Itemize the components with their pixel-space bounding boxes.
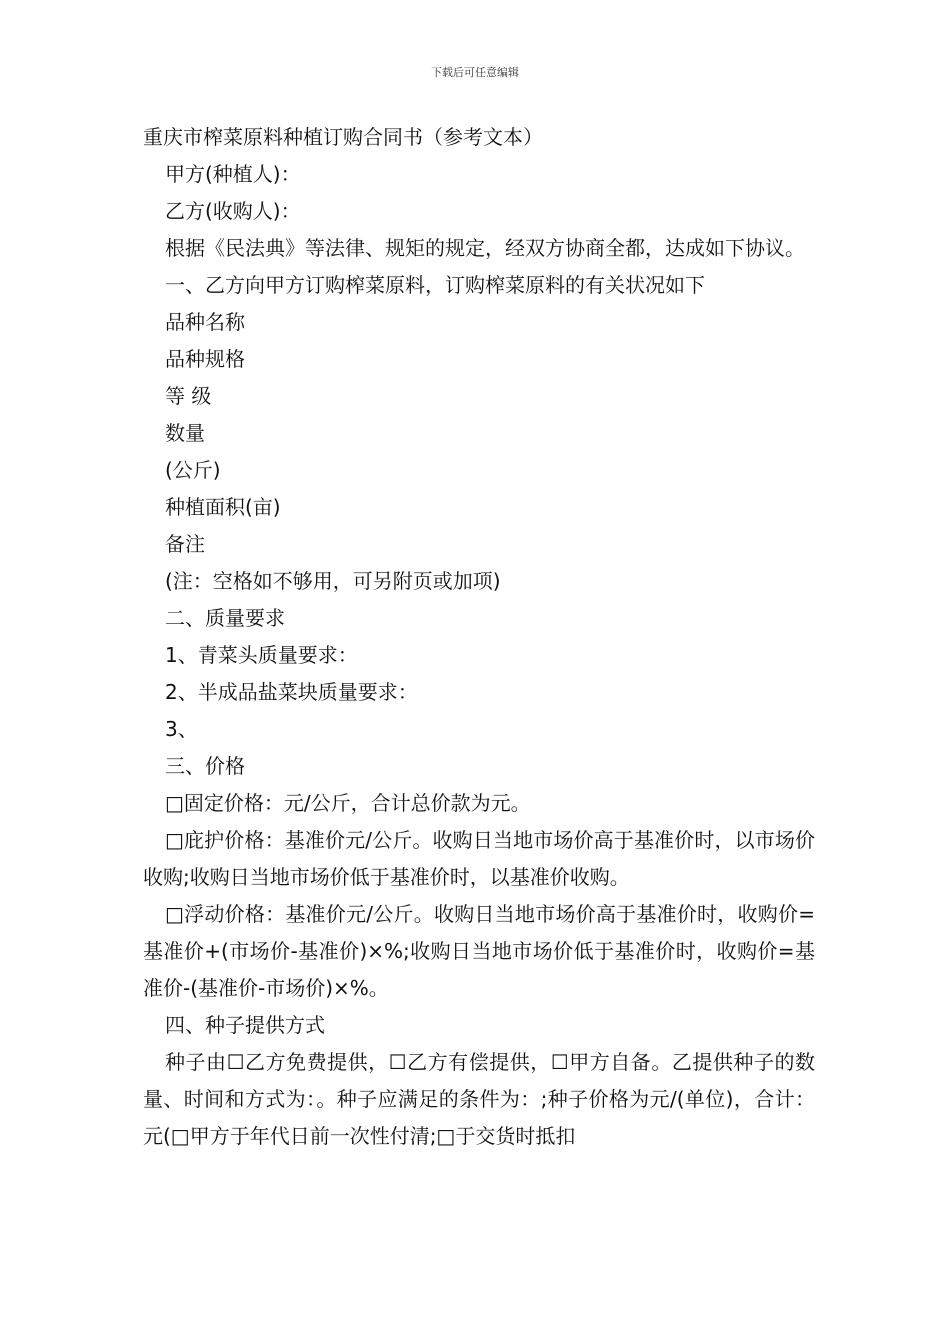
item-variety-spec: 品种规格 <box>165 347 245 371</box>
item-remarks: 备注 <box>165 532 205 556</box>
party-a-line: 甲方(种植人)： <box>165 162 301 186</box>
section-2-heading: 二、质量要求 <box>165 606 285 630</box>
quality-item-2: 2、半成品盐菜块质量要求： <box>165 680 418 704</box>
page-header-note: 下载后可任意编辑 <box>431 66 519 79</box>
price-fixed-option: □固定价格：元/公斤，合计总价款为元。 <box>165 791 531 815</box>
item-quantity-unit: (公斤) <box>165 458 221 482</box>
price-float-option: □浮动价格：基准价元/公斤。收购日当地市场价高于基准价时，收购价=基准价+(市场价-基准价)×%;收购日当地市场价低于基准价时，收购价=基准价-(基准价-市场价)×%。 <box>143 902 815 1000</box>
item-grade: 等 级 <box>165 384 212 408</box>
item-quantity: 数量 <box>165 421 205 445</box>
contract-body <box>143 119 815 1155</box>
document-title: 重庆市榨菜原料种植订购合同书（参考文本） <box>143 125 543 149</box>
price-protect-option: □庇护价格：基准价元/公斤。收购日当地市场价高于基准价时，以市场价收购;收购日当地市场价低于基准价时，以基准价收购。 <box>143 828 815 889</box>
section-3-heading: 三、价格 <box>165 754 245 778</box>
intro-paragraph: 根据《民法典》等法律、规矩的规定，经双方协商全都，达成如下协议。 <box>165 236 805 260</box>
item-planting-area: 种植面积(亩) <box>165 495 281 519</box>
section-4-heading: 四、种子提供方式 <box>165 1013 325 1037</box>
item-note: (注：空格如不够用，可另附页或加项) <box>165 569 501 593</box>
item-variety-name: 品种名称 <box>165 310 245 334</box>
seed-provision-paragraph: 种子由☐乙方免费提供，☐乙方有偿提供，☐甲方自备。乙提供种子的数量、时间和方式为：。种子应满足的条件为：;种子价格为元/(单位)，合计：元(□甲方于年代日前一次性付清;□于交货时抵扣 <box>143 1050 815 1148</box>
quality-item-1: 1、青菜头质量要求： <box>165 643 358 667</box>
quality-item-3: 3、 <box>165 717 198 741</box>
party-b-line: 乙方(收购人)： <box>165 199 301 223</box>
section-1-heading: 一、乙方向甲方订购榨菜原料，订购榨菜原料的有关状况如下 <box>165 273 705 297</box>
